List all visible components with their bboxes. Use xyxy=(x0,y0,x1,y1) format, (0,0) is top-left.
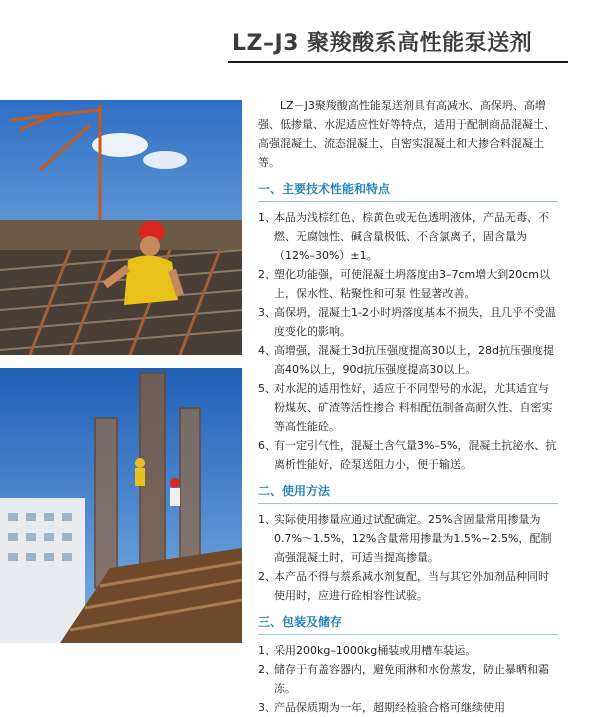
list-item: 1、 实际使用掺量应通过试配确定。25%含固量常用掺量为0.7%～1.5%，12%含量常用掺量为1.5%~2.5%，配制高强混凝土时，可适当提高掺量。 xyxy=(258,513,552,564)
list-item: 1、 本品为浅棕红色、棕黄色或无色透明液体，产品无毒、不燃、无腐蚀性、碱含量极低、不含氯离子，固含量为（12%–30%）±1。 xyxy=(258,211,549,262)
page-title: LZ–J3 聚羧酸系高性能泵送剂 xyxy=(232,31,533,56)
list-item: 2、 储存于有盖容器内，避免雨淋和水份蒸发，防止暴晒和霜冻。 xyxy=(258,663,549,695)
construction-worker-photo xyxy=(0,100,242,355)
section-heading-usage: 二、使用方法 xyxy=(258,482,558,504)
list-item: 3、 高保坍，混凝土1-2小时坍落度基本不损失，且几乎不受温度变化的影响。 xyxy=(258,306,556,338)
list-item: 1、 采用200kg–1000kg桶装或用槽车装运。 xyxy=(258,644,477,657)
list-item: 2、 塑化功能强，可使混凝土坍落度由3–7cm增大到20cm以上，保水性、粘聚性和可泵 性显著改善。 xyxy=(258,268,551,300)
intro-paragraph: LZ－J3聚羧酸高性能泵送剂具有高减水、高保坍、高增强、低掺量、水泥适应性好等特点，适用于配制商品混凝土、高强混凝土、流态混凝土、自密实混凝土和大掺合料混凝土等。 xyxy=(258,99,555,169)
list-item: 2、 本产品不得与萘系减水剂复配，当与其它外加剂品种同时使用时，应进行砼相容性试验。 xyxy=(258,570,549,602)
section-heading-features: 一、主要技术性能和特点 xyxy=(258,180,558,202)
list-item: 6、 有一定引气性，混凝土含气量3%–5%，混凝土抗泌水、抗离析性能好，砼泵送阻力小，便于输送。 xyxy=(258,439,557,471)
list-item: 4、 高增强，混凝土3d抗压强度提高30以上，28d抗压强度提高40%以上，90d抗压强度提高30以上。 xyxy=(258,344,554,376)
list-item: 5、 对水泥的适用性好，适应于不同型号的水泥，尤其适宜与粉煤灰、矿渣等活性掺合 料相配伍制备高耐久性、自密实等高性能砼。 xyxy=(258,382,553,433)
title-underline xyxy=(228,61,568,63)
section-heading-packaging: 三、包装及储存 xyxy=(258,613,558,635)
product-description xyxy=(258,96,558,717)
list-item: 3、 产品保质期为一年，超期经检验合格可继续使用 xyxy=(258,701,505,714)
rebar-columns-photo xyxy=(0,368,242,643)
